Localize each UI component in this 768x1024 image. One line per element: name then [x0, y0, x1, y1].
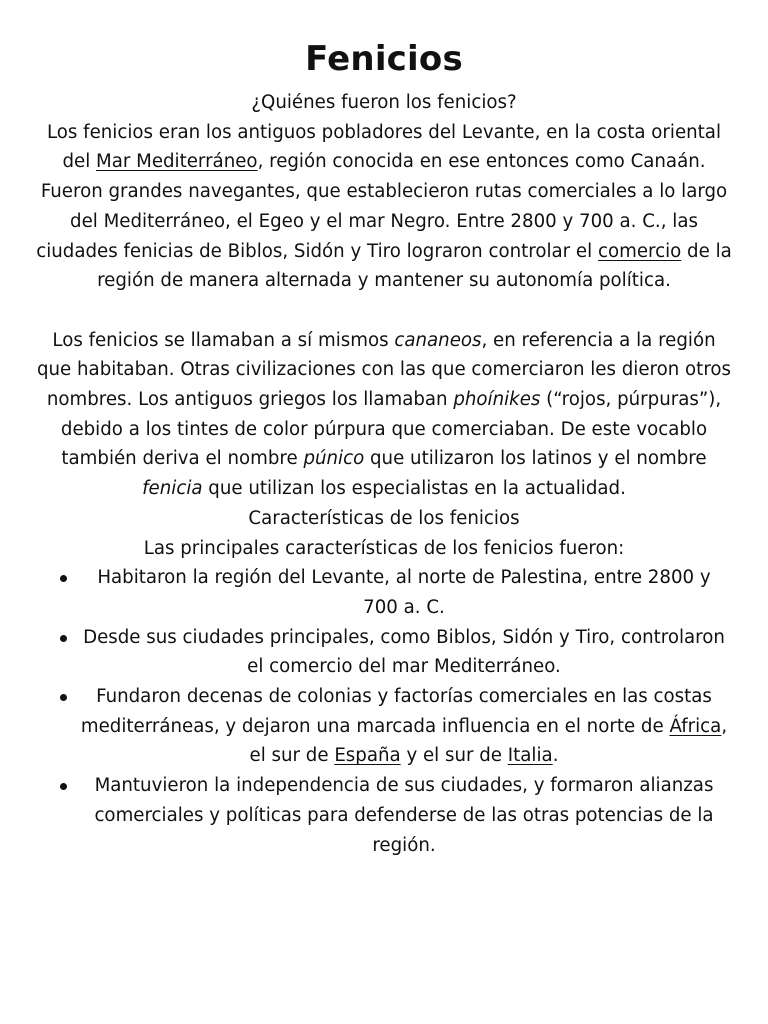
term-cananeos: cananeos	[394, 329, 482, 351]
link-africa[interactable]: África	[669, 715, 722, 737]
list-item-text: y el sur de	[400, 745, 508, 767]
paragraph-text: de la región de manera alternada y mantener su autonomía política.	[97, 240, 732, 292]
list-item-text: , el sur de	[249, 715, 728, 767]
paragraph-text: Los fenicios eran los antiguos pobladores del Levante, en la costa oriental del	[46, 121, 722, 173]
characteristics-intro: Las principales características de los fenicios fueron:	[143, 537, 625, 559]
term-fenicia: fenicia	[142, 478, 203, 500]
bullet-icon	[60, 694, 67, 701]
characteristics-list	[34, 563, 734, 860]
bullet-icon	[60, 575, 67, 582]
document	[34, 36, 734, 860]
bullet-icon	[60, 783, 67, 790]
paragraph-text: , en referencia a la región que habitaban. Otras civilizaciones con las que comerciaron les dieron otros nombres. Los antiguos griegos los llamaban	[36, 329, 731, 411]
list-item	[34, 563, 734, 622]
list-item	[34, 623, 734, 682]
section-heading-characteristics: Características de los fenicios	[248, 507, 520, 529]
paragraph-text: (“rojos, púrpuras”), debido a los tintes de color púrpura que comerciaban. De este vocablo también deriva el nombre	[60, 389, 722, 470]
list-item-text: Fundaron decenas de colonias y factorías comerciales en las costas mediterráneas, y dejaron una marcada influencia en el norte de	[80, 686, 712, 737]
paragraph-origin	[34, 118, 734, 296]
link-espana[interactable]: España	[334, 745, 401, 767]
paragraph-text: que utilizaron los latinos y el nombre	[364, 448, 707, 470]
document-title: Fenicios	[305, 39, 463, 79]
list-item-text: Habitaron la región del Levante, al norte de Palestina, entre 2800 y 700 a. C.	[97, 567, 711, 618]
term-punico: púnico	[303, 448, 365, 470]
list-item	[34, 771, 734, 860]
list-item-text: .	[552, 745, 559, 767]
paragraph-text: Los fenicios se llamaban a sí mismos	[52, 329, 395, 351]
link-comercio[interactable]: comercio	[597, 240, 682, 262]
section-heading-who: ¿Quiénes fueron los fenicios?	[251, 92, 517, 113]
link-mar-mediterraneo[interactable]: Mar Mediterráneo	[96, 151, 258, 173]
list-item-text: Desde sus ciudades principales, como Biblos, Sidón y Tiro, controlaron el comercio del mar Mediterráneo.	[83, 626, 725, 678]
paragraph-text: , región conocida en ese entonces como Canaán. Fueron grandes navegantes, que establecieron rutas comerciales a lo largo del Mediterráneo, el Egeo y el mar Negro. Entre 2800 y 700 a. C., las ciudades fenicias de Biblos, Sidón y Tiro lograron controlar el	[36, 151, 728, 262]
paragraph-text: que utilizan los especialistas en la actualidad.	[202, 478, 626, 500]
list-item-text: Mantuvieron la independencia de sus ciudades, y formaron alianzas comerciales y políticas para defenderse de las otras potencias de la región.	[94, 775, 714, 856]
paragraph-names	[34, 326, 734, 504]
term-phoinikes: phoínikes	[453, 389, 541, 411]
list-item	[34, 682, 734, 771]
paragraph-spacer	[34, 296, 734, 326]
bullet-icon	[60, 635, 67, 642]
link-italia[interactable]: Italia	[507, 745, 553, 767]
